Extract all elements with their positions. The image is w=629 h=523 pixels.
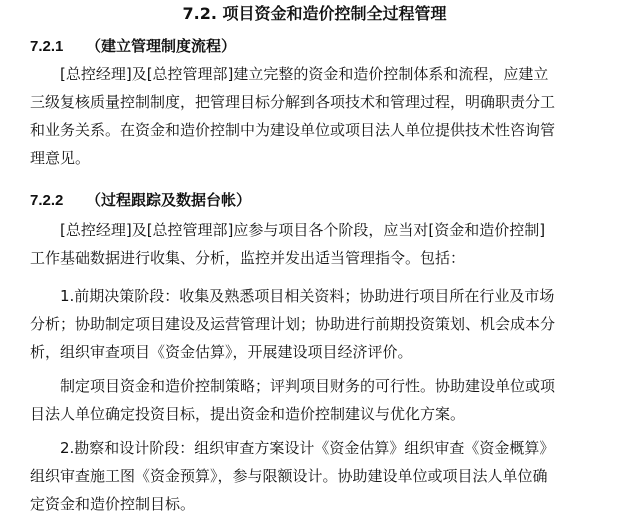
paragraph-line: 组织审查施工图《资金预算》，参与限额设计。协助建设单位或项目法人单位确 <box>30 467 548 485</box>
subsection-title: （过程跟踪及数据台帐） <box>86 191 252 209</box>
paragraph-line: 目法人单位确定投资目标，提出资金和造价控制建议与优化方案。 <box>30 405 466 423</box>
subsection-title: （建立管理制度流程） <box>86 37 237 55</box>
subsection-number: 7.2.2 <box>30 192 64 209</box>
paragraph <box>30 282 620 366</box>
paragraph-line: 工作基础数据进行收集、分析，监控并发出适当管理指令。包括： <box>30 249 466 267</box>
paragraph-line: 析，组织审查项目《资金估算》，开展建设项目经济评价。 <box>30 343 413 361</box>
paragraph-line: 和业务关系。在资金和造价控制中为建设单位或项目法人单位提供技术性咨询管 <box>30 121 556 139</box>
section-heading: 7.2. 项目资金和造价控制全过程管理 <box>182 4 447 23</box>
paragraph-line: 分析；协助制定项目建设及运营管理计划；协助进行前期投资策划、机会成本分 <box>30 315 556 333</box>
paragraph <box>30 216 620 272</box>
paragraph-line: 2.勘察和设计阶段：组织审查方案设计《资金估算》组织审查《资金概算》 <box>60 439 555 457</box>
paragraph-line: 定资金和造价控制目标。 <box>30 495 196 513</box>
paragraph-line: [总控经理]及[总控管理部]建立完整的资金和造价控制体系和流程，应建立 <box>60 65 549 83</box>
paragraph <box>30 372 620 428</box>
subsection-heading-7-2-2 <box>30 188 251 213</box>
subsection-heading-7-2-1 <box>30 34 236 59</box>
paragraph <box>30 60 620 172</box>
paragraph <box>30 434 620 518</box>
paragraph-line: [总控经理]及[总控管理部]应参与项目各个阶段，应当对[资金和造价控制] <box>60 221 546 239</box>
paragraph-line: 三级复核质量控制制度，把管理目标分解到各项技术和管理过程，明确职责分工 <box>30 93 556 111</box>
subsection-number: 7.2.1 <box>30 38 64 55</box>
paragraph-line: 制定项目资金和造价控制策略；评判项目财务的可行性。协助建设单位或项 <box>60 377 556 395</box>
paragraph-line: 1.前期决策阶段：收集及熟悉项目相关资料；协助进行项目所在行业及市场 <box>60 287 555 305</box>
paragraph-line: 理意见。 <box>30 149 91 167</box>
